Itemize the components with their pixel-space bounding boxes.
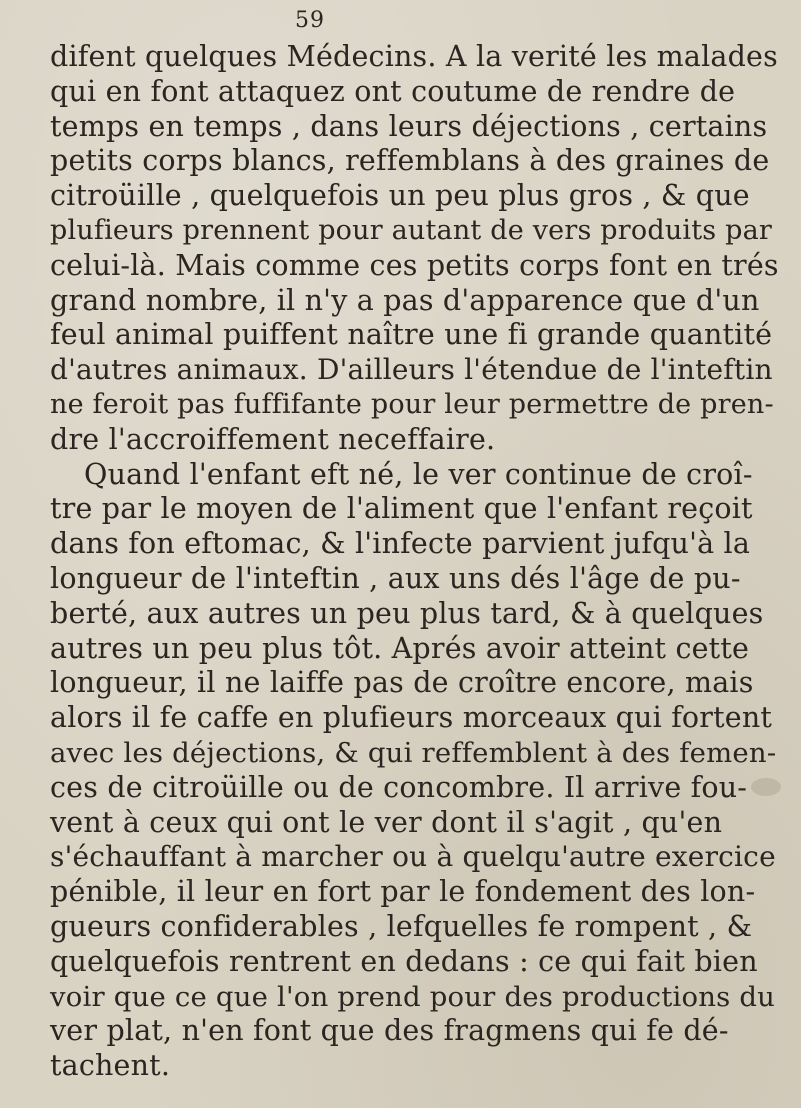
text-line: dans fon eftomac, & l'infecte parvient jufqu'à la: [50, 527, 751, 561]
text-line: avec les déjections, & qui reffemblent à des femen-: [50, 736, 777, 769]
text-line: longueur, il ne laiffe pas de croître encore, mais: [50, 666, 754, 700]
text-line: quelquefois rentrent en dedans : ce qui fait bien: [50, 944, 758, 978]
text-line: feul animal puiffent naître une fi grande quantité: [50, 318, 773, 352]
paragraph-start-line: Quand l'enfant eft né, le ver continue de croî-: [84, 457, 753, 491]
text-line: dre l'accroiffement neceffaire.: [50, 422, 496, 456]
text-line: berté, aux autres un peu plus tard, & à quelques: [50, 596, 764, 630]
text-line: longueur de l'inteftin , aux uns dés l'âge de pu-: [50, 561, 741, 595]
text-line: autres un peu plus tôt. Aprés avoir atteint cette: [50, 631, 750, 665]
text-line: difent quelques Médecins. A la verité les malades: [50, 40, 778, 73]
page-number: 59: [295, 8, 325, 33]
text-line: voir que ce que l'on prend pour des productions du: [50, 980, 776, 1013]
text-line: ces de citroüille ou de concombre. Il arrive fou-: [50, 770, 748, 804]
paper-stain: [751, 778, 781, 796]
text-line: vent à ceux qui ont le ver dont il s'agit , qu'en: [50, 805, 723, 839]
text-line: ver plat, n'en font que des fragmens qui fe dé-: [50, 1014, 729, 1048]
text-line: pénible, il leur en fort par le fondement des lon-: [50, 875, 756, 909]
text-line: petits corps blancs, reffemblans à des graines de: [50, 144, 770, 178]
text-line: plufieurs prennent pour autant de vers produits par: [50, 214, 773, 246]
text-line: grand nombre, il n'y a pas d'apparence que d'un: [50, 283, 760, 317]
text-line: tre par le moyen de l'aliment que l'enfant reçoit: [50, 492, 753, 526]
text-line: d'autres animaux. D'ailleurs l'étendue de l'inteftin: [50, 353, 773, 387]
text-line: alors il fe caffe en plufieurs morceaux qui fortent: [50, 701, 773, 735]
text-line: tachent.: [50, 1049, 171, 1083]
text-line: gueurs confiderables , lefquelles fe rompent , &: [50, 909, 753, 943]
body-text: [50, 40, 780, 1084]
text-line: citroüille , quelquefois un peu plus gros , & que: [50, 179, 750, 213]
text-line: temps en temps , dans leurs déjections , certains: [50, 109, 768, 143]
text-line: s'échauffant à marcher ou à quelqu'autre exercice: [50, 840, 776, 874]
text-line: ne feroit pas fuffifante pour leur permettre de pren-: [50, 388, 774, 420]
text-line: qui en font attaquez ont coutume de rendre de: [50, 74, 736, 108]
text-line: celui-là. Mais comme ces petits corps font en trés: [50, 248, 779, 282]
